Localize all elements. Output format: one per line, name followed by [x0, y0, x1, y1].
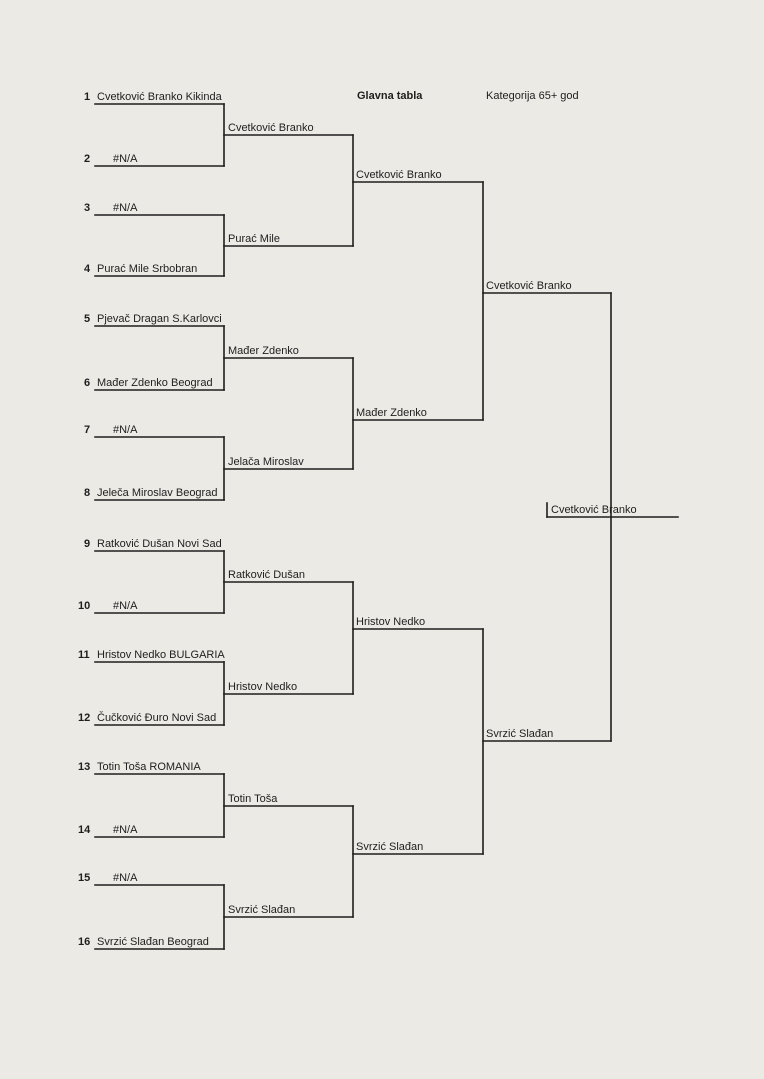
seed-number: 16 [78, 936, 91, 948]
entrant-name: Totin Toša ROMANIA [97, 761, 201, 773]
round-2-name: Jelača Miroslav [228, 456, 304, 468]
round-2-name: Ratković Dušan [228, 569, 306, 581]
seed-number: 9 [84, 538, 91, 550]
entrant-name: Pjevač Dragan S.Karlovci [97, 313, 222, 325]
entrant-name: #N/A [113, 424, 138, 436]
round-2-name: Purać Mile [228, 233, 280, 245]
seed-number: 7 [84, 424, 91, 436]
seed-number: 13 [78, 761, 91, 773]
entrant-name: Mađer Zdenko Beograd [97, 377, 213, 389]
seed-number: 8 [84, 487, 91, 499]
seed-number: 6 [84, 377, 91, 389]
round-2-name: Mađer Zdenko [228, 345, 299, 357]
entrant-name: Hristov Nedko BULGARIA [97, 649, 225, 661]
entrant-name: #N/A [113, 872, 138, 884]
entrant-name: #N/A [113, 153, 138, 165]
entrant-name: Jeleča Miroslav Beograd [97, 487, 218, 499]
seed-number: 1 [84, 91, 91, 103]
seed-number: 5 [84, 313, 91, 325]
seed-number: 15 [78, 872, 91, 884]
round-3-name: Cvetković Branko [356, 169, 442, 181]
entrant-name: #N/A [113, 824, 138, 836]
seed-number: 4 [84, 263, 91, 275]
sheet-title: Glavna tabla [357, 90, 423, 102]
seed-number: 12 [78, 712, 91, 724]
round-3-name: Svrzić Slađan [356, 841, 424, 853]
entrant-name: #N/A [113, 202, 138, 214]
entrant-name: Purać Mile Srbobran [97, 263, 198, 275]
seed-number: 10 [78, 600, 91, 612]
entrant-name: Ratković Dušan Novi Sad [97, 538, 222, 550]
entrant-name: Cvetković Branko Kikinda [97, 91, 222, 103]
seed-number: 11 [78, 649, 90, 661]
entrant-name: #N/A [113, 600, 138, 612]
round-3-name: Mađer Zdenko [356, 407, 427, 419]
entrant-name: Čučković Đuro Novi Sad [97, 712, 217, 724]
round-2-name: Totin Toša [228, 793, 278, 805]
category-label: Kategorija 65+ god [486, 90, 579, 102]
round-4-name: Cvetković Branko [486, 280, 572, 292]
round-2-name: Cvetković Branko [228, 122, 314, 134]
round-4-name: Svrzić Slađan [486, 728, 554, 740]
winner-name: Cvetković Branko [551, 504, 637, 516]
entrant-name: Svrzić Slađan Beograd [97, 936, 209, 948]
seed-number: 2 [84, 153, 91, 165]
round-2-name: Hristov Nedko [228, 681, 298, 693]
seed-number: 3 [84, 202, 91, 214]
round-3-name: Hristov Nedko [356, 616, 426, 628]
round-2-name: Svrzić Slađan [228, 904, 296, 916]
seed-number: 14 [78, 824, 91, 836]
